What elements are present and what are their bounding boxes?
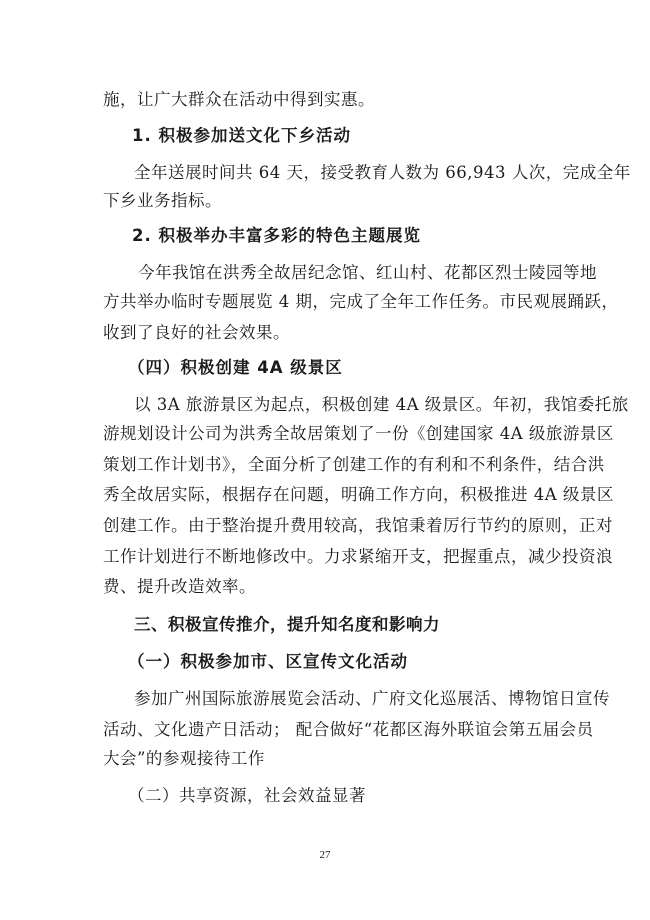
- paragraph-line: [0, 511, 650, 541]
- paragraph-line: [0, 186, 650, 216]
- line-text: 施，让广大群众在活动中得到实惠。: [103, 90, 375, 109]
- line-text: 方共举办临时专题展览 4 期，完成了全年工作任务。市民观展踊跃，: [103, 292, 619, 311]
- paragraph-line: [0, 450, 650, 480]
- line-text: 费、提升改造效率。: [103, 577, 256, 596]
- paragraph-line: [0, 318, 650, 348]
- line-text: 创建工作。由于整治提升费用较高，我馆秉着厉行节约的原则，正对: [103, 516, 613, 535]
- line-text: 参加广州国际旅游展览会活动、广府文化巡展活、博物馆日宣传: [134, 689, 610, 708]
- paragraph-line: [0, 572, 650, 602]
- heading-text: （一）积极参加市、区宣传文化活动: [128, 652, 408, 671]
- page-number: 27: [319, 849, 331, 861]
- line-text: 收到了良好的社会效果。: [103, 323, 290, 342]
- paragraph-line: [0, 85, 650, 115]
- line-text: 全年送展时间共 64 天，接受教育人数为 66,943 人次，完成全年: [134, 163, 631, 182]
- section-heading-plain: [0, 781, 650, 811]
- paragraph-line: [0, 258, 650, 288]
- paragraph-line: [0, 684, 650, 714]
- line-text: 今年我馆在洪秀全故居纪念馆、红山村、花都区烈士陵园等地: [138, 263, 597, 282]
- paragraph-line: [0, 419, 650, 449]
- heading-text: （二）共享资源，社会效益显著: [128, 786, 366, 805]
- line-text: 以 3A 旅游景区为起点，积极创建 4A 级景区。年初，我馆委托旅: [134, 395, 629, 414]
- paragraph-line: [0, 480, 650, 510]
- paragraph-line: [0, 715, 650, 745]
- line-text: 工作计划进行不断地修改中。力求紧缩开支，把握重点，减少投资浪: [103, 547, 613, 566]
- paragraph-line: [0, 744, 650, 774]
- section-heading: [0, 121, 650, 151]
- section-heading: [0, 221, 650, 251]
- line-text: 游规划设计公司为洪秀全故居策划了一份《创建国家 4A 级旅游景区: [103, 424, 614, 443]
- paragraph-line: [0, 158, 650, 188]
- section-heading: [0, 647, 650, 677]
- paragraph-line: [0, 542, 650, 572]
- heading-text: 2. 积极举办丰富多彩的特色主题展览: [132, 226, 421, 245]
- line-text: 策划工作计划书》，全面分析了创建工作的有利和不利条件，结合洪: [103, 455, 605, 474]
- heading-text: 三、积极宣传推介，提升知名度和影响力: [134, 615, 440, 634]
- line-text: 秀全故居实际，根据存在问题，明确工作方向，积极推进 4A 级景区: [103, 485, 614, 504]
- paragraph-line: [0, 390, 650, 420]
- line-text: 大会”的参观接待工作: [103, 749, 265, 768]
- section-heading: [0, 353, 650, 383]
- line-text: 活动、文化遗产日活动； 配合做好“花都区海外联谊会第五届会员: [103, 720, 594, 739]
- heading-text: 1. 积极参加送文化下乡活动: [132, 126, 351, 145]
- paragraph-line: [0, 287, 650, 317]
- line-text: 下乡业务指标。: [103, 191, 222, 210]
- chapter-heading: [0, 610, 650, 640]
- heading-text: （四）积极创建 4A 级景区: [128, 358, 343, 377]
